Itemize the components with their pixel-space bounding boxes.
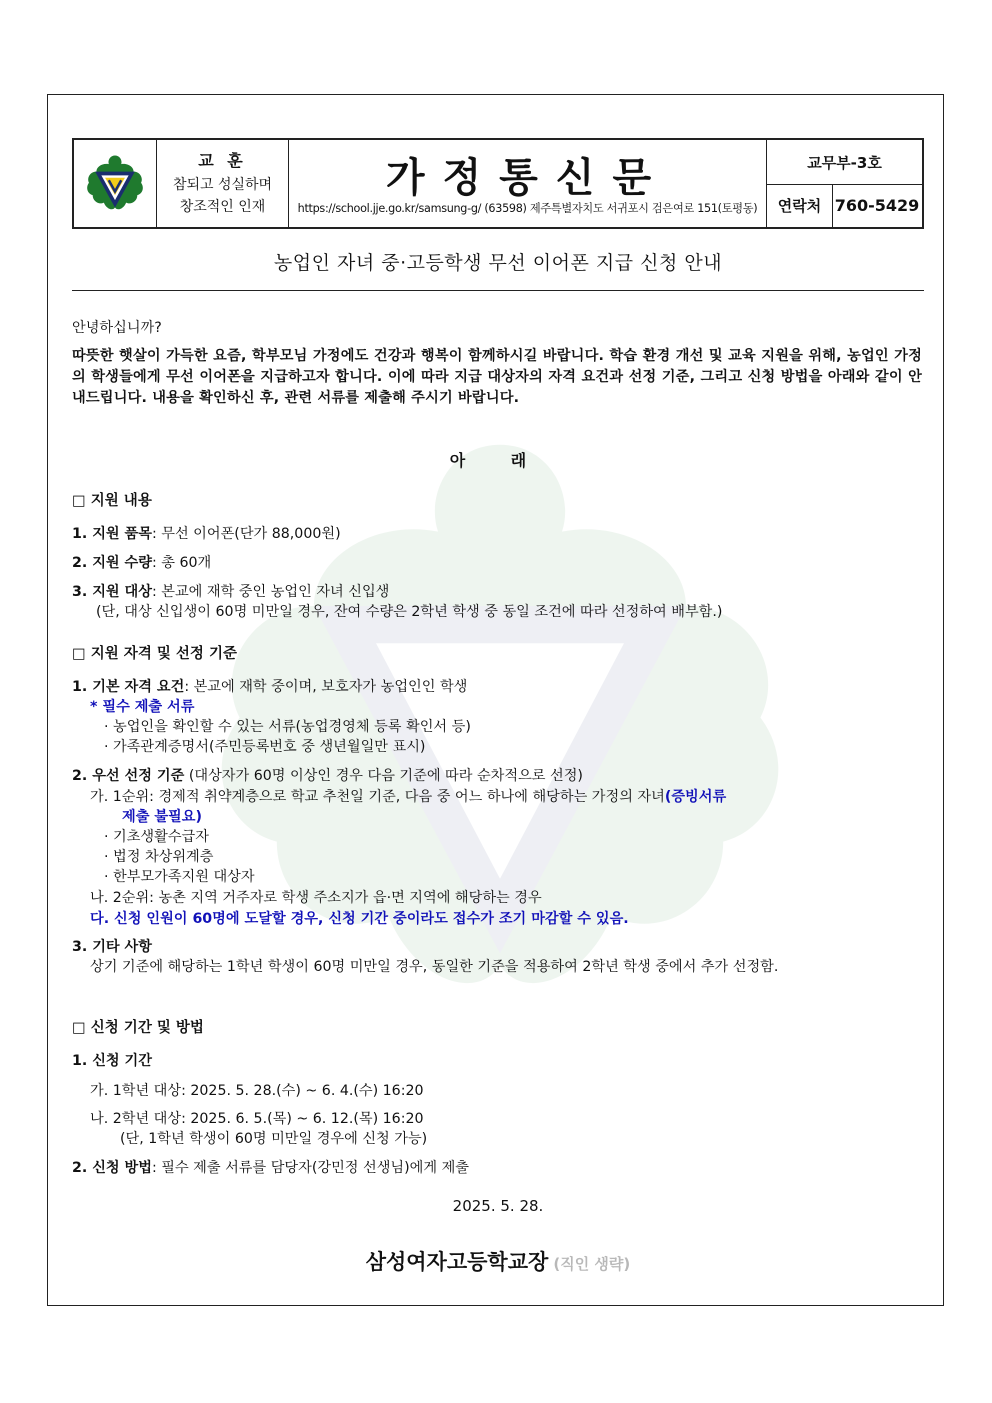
highlight-note: 제출 불필요): [122, 809, 202, 825]
divider: [72, 290, 924, 291]
list-item: [72, 553, 211, 573]
item-label: 1. 신청 기간: [72, 1053, 152, 1069]
school-address: https://school.jje.go.kr/samsung-g/ (63598) 제주특별자치도 서귀포시 검은여로 151(토평동): [297, 202, 758, 215]
list-item: [72, 677, 467, 697]
item-label: 2. 지원 수량: [72, 555, 152, 571]
item-text: (대상자가 60명 이상인 경우 다음 기준에 따라 순차적으로 선정): [184, 768, 583, 784]
seal-note: (직인 생략): [553, 1255, 631, 1273]
newsletter-header: [72, 138, 924, 229]
list-item: · 한부모가족지원 대상자: [104, 869, 255, 885]
list-item: · 농업인을 확인할 수 있는 서류(농업경영체 등록 확인서 등): [104, 719, 471, 735]
motto-line: 창조적인 인재: [179, 198, 266, 215]
below-heading: 아 래: [449, 451, 547, 470]
item-text: : 필수 제출 서류를 담당자(강민정 선생님)에게 제출: [151, 1160, 469, 1176]
item-note: (단, 1학년 학생이 60명 미만일 경우에 신청 가능): [120, 1131, 428, 1147]
item-label: 2. 우선 선정 기준: [72, 768, 185, 784]
list-item: [72, 1158, 469, 1178]
section-heading: □ 신청 기간 및 방법: [72, 1020, 204, 1036]
item-text: : 무선 이어폰(단가 88,000원): [151, 526, 341, 542]
issue-number: 교무부-3호: [767, 140, 922, 185]
list-item: [90, 787, 726, 807]
contact-label: 연락처: [767, 184, 833, 227]
school-emblem-icon: [84, 153, 146, 215]
list-item: 나. 2순위: 농촌 지역 거주자로 학생 주소지가 읍·면 지역에 해당하는 경우: [90, 890, 542, 906]
motto-line: 참되고 성실하며: [172, 176, 273, 193]
item-text: : 본교에 재학 중이며, 보호자가 농업인인 학생: [184, 679, 468, 695]
list-item: 나. 2학년 대상: 2025. 6. 5.(목) ~ 6. 12.(목) 16:20: [90, 1111, 424, 1127]
contact-number: 760-5429: [834, 196, 920, 215]
list-item: [72, 524, 341, 544]
section-heading: □ 지원 내용: [72, 493, 152, 509]
list-item: · 법정 차상위계층: [104, 849, 214, 865]
item-text: 가. 1순위: 경제적 취약계층으로 학교 추천일 기준, 다음 중 어느 하나에 해당하는 가정의 자녀: [90, 789, 665, 805]
highlight-note: 다. 신청 인원이 60명에 도달할 경우, 신청 기간 중이라도 접수가 조기 마감할 수 있음.: [90, 911, 629, 927]
title-cell: [289, 140, 767, 227]
list-item: 가. 1학년 대상: 2025. 5. 28.(수) ~ 6. 4.(수) 16:20: [90, 1083, 424, 1099]
motto-title: 교 훈: [198, 150, 247, 170]
item-label: 2. 신청 방법: [72, 1160, 152, 1176]
section-heading: □ 지원 자격 및 선정 기준: [72, 646, 238, 662]
item-text: : 본교에 재학 중인 농업인 자녀 신입생: [151, 584, 390, 600]
motto-cell: [157, 140, 289, 227]
item-label: 3. 지원 대상: [72, 584, 152, 600]
list-item: · 기초생활수급자: [104, 829, 209, 845]
list-item: [72, 766, 583, 786]
page-title: 가정통신문: [385, 155, 670, 201]
document-subject: 농업인 자녀 중·고등학생 무선 이어폰 지급 신청 안내: [273, 252, 723, 274]
logo-cell: [74, 140, 157, 227]
list-item: [72, 582, 389, 602]
item-label: 1. 지원 품목: [72, 526, 152, 542]
greeting: 안녕하십니까?: [72, 320, 162, 336]
item-text: : 총 60개: [151, 555, 212, 571]
required-docs-label: * 필수 제출 서류: [90, 699, 195, 715]
highlight-note: (증빙서류: [664, 789, 727, 805]
list-item: · 가족관계증명서(주민등록번호 중 생년월일만 표시): [104, 739, 426, 755]
signature-block: [72, 1246, 924, 1276]
info-cell: [767, 140, 922, 227]
intro-paragraph: 따뜻한 햇살이 가득한 요즘, 학부모님 가정에도 건강과 행복이 함께하시길 바랍니다. 학습 환경 개선 및 교육 지원을 위해, 농업인 가정의 학생들에게 무선 이어폰을 지급하고자 합니다. 이에 따라 지급 대상자의 자격 요건과 선정 기준, 그리고 신청 방법을 아래와 같이 안내드립니다. 내용을 확인하신 후, 관련 서류를 제출해 주시기 바랍니다.: [72, 348, 922, 406]
item-label: 1. 기본 자격 요건: [72, 679, 185, 695]
item-label: 3. 기타 사항: [72, 939, 152, 955]
signature: 삼성여자고등학교장: [365, 1250, 549, 1274]
other-paragraph: 상기 기준에 해당하는 1학년 학생이 60명 미만일 경우, 동일한 기준을 적용하여 2학년 학생 중에서 추가 선정함.: [90, 959, 779, 975]
document-date: 2025. 5. 28.: [452, 1197, 544, 1215]
item-note: (단, 대상 신입생이 60명 미만일 경우, 잔여 수량은 2학년 학생 중 동일 조건에 따라 선정하여 배부함.): [96, 604, 723, 620]
